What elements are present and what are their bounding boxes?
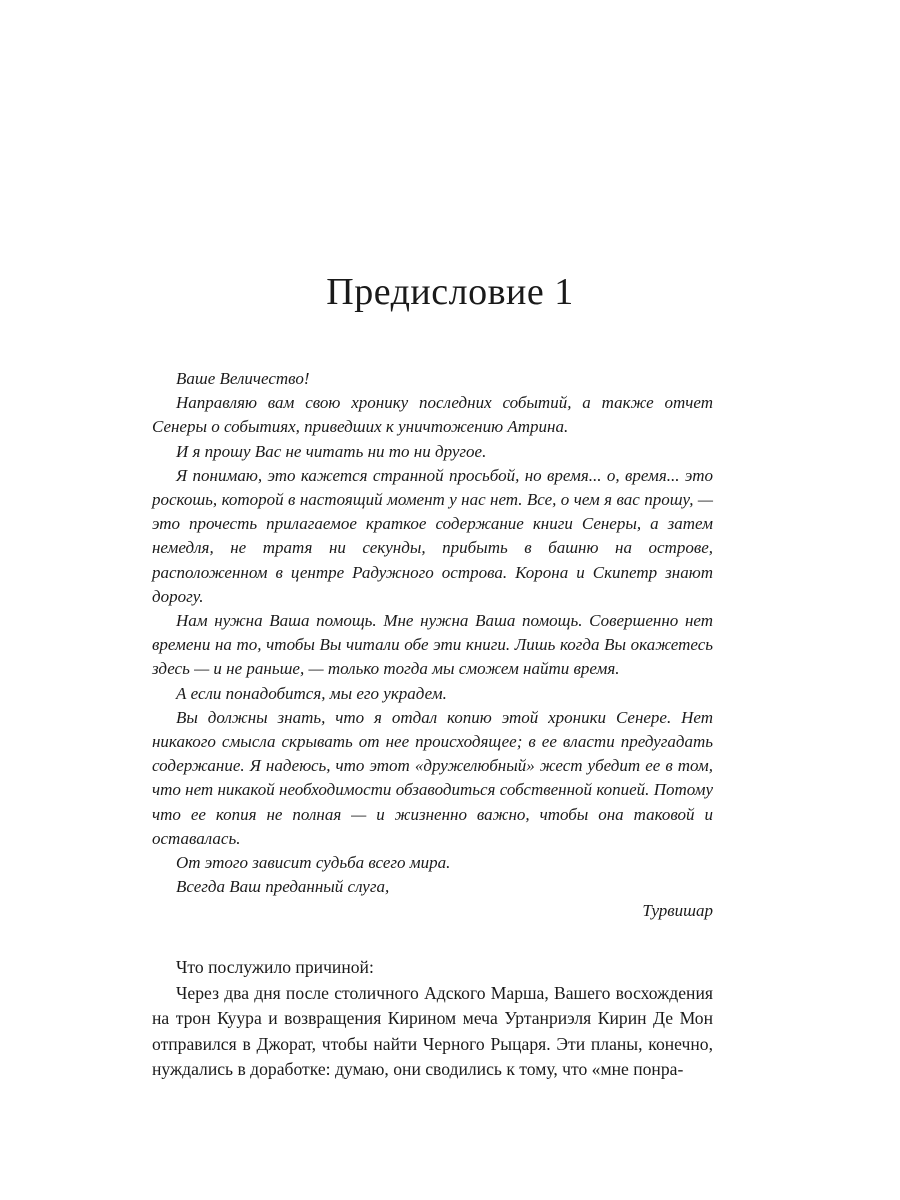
narrative-paragraph: Что послужило причиной:	[176, 957, 374, 977]
letter-salutation: Ваше Величество!	[176, 369, 310, 388]
narrative-paragraph: Через два дня после столичного Адского Марша, Вашего восхождения на трон Куура и возвращения Кирином меча Уртанриэля Кирин Де Мон отправился в Джорат, чтобы найти Черного Рыцаря. Эти планы, конечно, нуждались в доработке: думаю, они сводились к тому, что «мне понра-	[152, 982, 713, 1079]
letter-closing: Всегда Ваш преданный слуга,	[176, 877, 390, 897]
chapter-title: Предисловие 1	[326, 271, 574, 313]
letter-paragraph: Я понимаю, это кажется странной просьбой, но время... о, время... это роскошь, которой в настоящий момент у нас нет. Все, о чем я вас прошу, — это прочесть прилагаемое краткое содержание книги Сенеры, а затем немедля, не тратя ни секунды, прибыть в башню на острове, расположенном в центре Радужного острова. Корона и Скипетр знают дорогу.	[152, 465, 713, 606]
letter-paragraph: Направляю вам свою хронику последних событий, а также отчет Сенеры о событиях, приведших к уничтожению Атрина.	[152, 393, 713, 437]
letter-paragraph: А если понадобится, мы его украдем.	[176, 683, 447, 703]
letter-paragraph: И я прошу Вас не читать ни то ни другое.	[176, 441, 487, 461]
letter-block	[152, 367, 713, 924]
letter-paragraph: Вы должны знать, что я отдал копию этой хроники Сенере. Нет никакого смысла скрывать от нее происходящее; в ее власти предугадать содержание. Я надеюсь, что этот «дружелюбный» жест убедит ее в том, что нет никакой необходимости обзаводиться собственной копией. Потому что ее копия не полная — и жизненно важно, чтобы она таковой и оставалась.	[152, 707, 713, 848]
letter-paragraph: От этого зависит судьба всего мира.	[176, 853, 451, 873]
letter-paragraph: Нам нужна Ваша помощь. Мне нужна Ваша помощь. Совершенно нет времени на то, чтобы Вы читали обе эти книги. Лишь когда Вы окажетесь здесь — и не раньше, — только тогда мы сможем найти время.	[152, 611, 713, 679]
letter-signature: Турвишар	[642, 901, 713, 921]
narrative-block	[152, 955, 713, 1083]
